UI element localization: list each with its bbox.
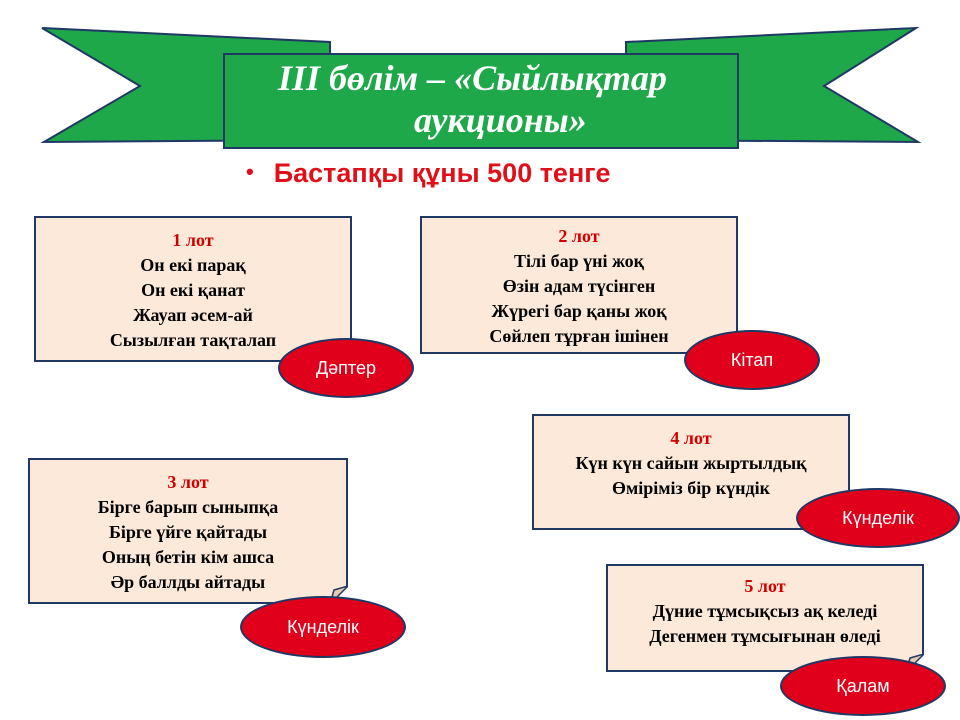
answer-badge-2[interactable] [684,330,820,390]
answer-badge-3[interactable] [240,596,406,658]
riddle-line: Дүние тұмсықсыз ақ келеді [652,601,878,621]
lot-card-2 [420,216,738,354]
lot-title: 1 лот [172,230,214,250]
riddle-line: Бірге барып сыныпқа [97,497,279,517]
bullet-icon: • [246,159,254,184]
riddle-line: Әр баллды айтады [110,572,266,592]
riddle-line: Күн күн сайын жыртылдық [575,453,807,473]
answer-badge-1[interactable] [278,338,414,398]
riddle-line: Он екі қанат [141,280,245,300]
starting-price [246,158,611,189]
banner-title-line2: аукционы» [414,100,587,140]
riddle-line: Өзін адам түсінген [502,276,656,296]
lot-title: 3 лот [167,472,209,492]
answer-badge-4[interactable] [796,488,960,548]
answer-label: Дәптер [315,357,376,378]
riddle-line: Жүрегі бар қаны жоқ [491,301,667,321]
lot-title: 4 лот [670,428,712,448]
answer-label: Қалам [836,675,890,696]
riddle-line: Дегенмен тұмсығынан өледі [649,626,881,646]
lot-card-1 [34,216,352,362]
riddle-line: Оның бетін кім ашса [101,547,275,567]
banner-title [226,56,738,148]
riddle-line: Сызылған тақталап [109,330,277,350]
answer-label: Күнделік [842,507,914,528]
riddle-line: Сөйлеп тұрған ішінен [489,326,669,346]
answer-badge-5[interactable] [780,656,946,716]
answer-label: Күнделік [287,616,359,637]
lot-card-3 [28,458,348,604]
banner-title-line1: III бөлім – «Сыйлықтар [278,58,667,98]
answer-label: Кітап [730,349,774,370]
riddle-line: Жауап әсем-ай [133,305,253,325]
starting-price-text: Бастапқы құны 500 тенге [273,158,611,188]
lot-title: 5 лот [744,576,786,596]
riddle-line: Бірге үйге қайтады [108,522,268,542]
riddle-line: Он екі парақ [140,255,246,275]
lot-title: 2 лот [558,226,600,246]
riddle-line: Өміріміз бір күндік [611,478,770,498]
riddle-line: Тілі бар үні жоқ [514,251,644,271]
